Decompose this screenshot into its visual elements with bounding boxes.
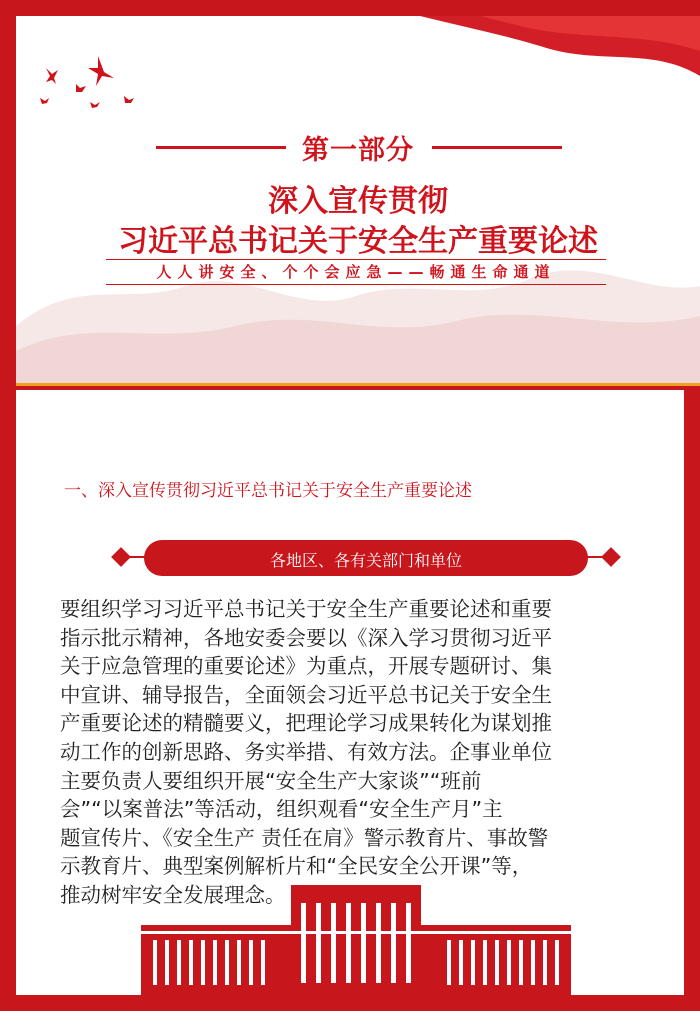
content-panel xyxy=(16,390,684,995)
flying-birds-icon xyxy=(36,46,156,126)
slogan-rule-top xyxy=(106,259,606,260)
main-title-line1: 深入宣传贯彻 xyxy=(268,184,448,219)
heading-rule-left xyxy=(156,146,286,149)
body-line: 主要负责人要组织开展“安全生产大家谈”“班前 xyxy=(60,768,482,793)
section-heading: 一、深入宣传贯彻习近平总书记关于安全生产重要论述 xyxy=(64,481,472,501)
body-line: 推动树牢安全发展理念。 xyxy=(60,882,286,907)
body-line: 动工作的创新思路、务实举措、有效方法。企事业单位 xyxy=(60,739,552,764)
body-line: 示教育片、典型案例解析片和“全民安全公开课”等， xyxy=(60,854,533,879)
body-line: 产重要论述的精髓要义，把理论学习成果转化为谋划推 xyxy=(60,711,552,736)
header-panel xyxy=(16,16,700,386)
banner xyxy=(126,540,606,576)
part-heading xyxy=(16,128,700,167)
heading-rule-right xyxy=(432,146,562,149)
slogan: 人人讲安全、个个会应急——畅通生命通道 xyxy=(156,263,556,281)
banner-label: 各地区、各有关部门和单位 xyxy=(269,551,462,570)
body-line: 指示批示精神，各地安委会要以《深入学习贯彻习近平 xyxy=(60,625,552,650)
divider-line xyxy=(16,383,700,386)
slogan-rule-bottom xyxy=(106,284,606,285)
body-line: 题宣传片、《安全生产 责任在肩》警示教育片、事故警 xyxy=(60,825,549,850)
body-line: 要组织学习习近平总书记关于安全生产重要论述和重要 xyxy=(60,597,552,621)
great-hall-building-icon xyxy=(141,885,571,995)
body-line: 关于应急管理的重要论述》为重点，开展专题研讨、集 xyxy=(60,654,552,679)
part-label: 第一部分 xyxy=(302,135,414,166)
red-wave-icon xyxy=(420,16,700,91)
body-line: 会”“以案普法”等活动，组织观看“安全生产月”主 xyxy=(60,797,503,822)
body-line: 中宣讲、辅导报告，全面领会习近平总书记关于安全生 xyxy=(60,682,552,707)
body-paragraph xyxy=(60,595,656,910)
main-title-line2: 习近平总书记关于安全生产重要论述 xyxy=(118,224,598,259)
